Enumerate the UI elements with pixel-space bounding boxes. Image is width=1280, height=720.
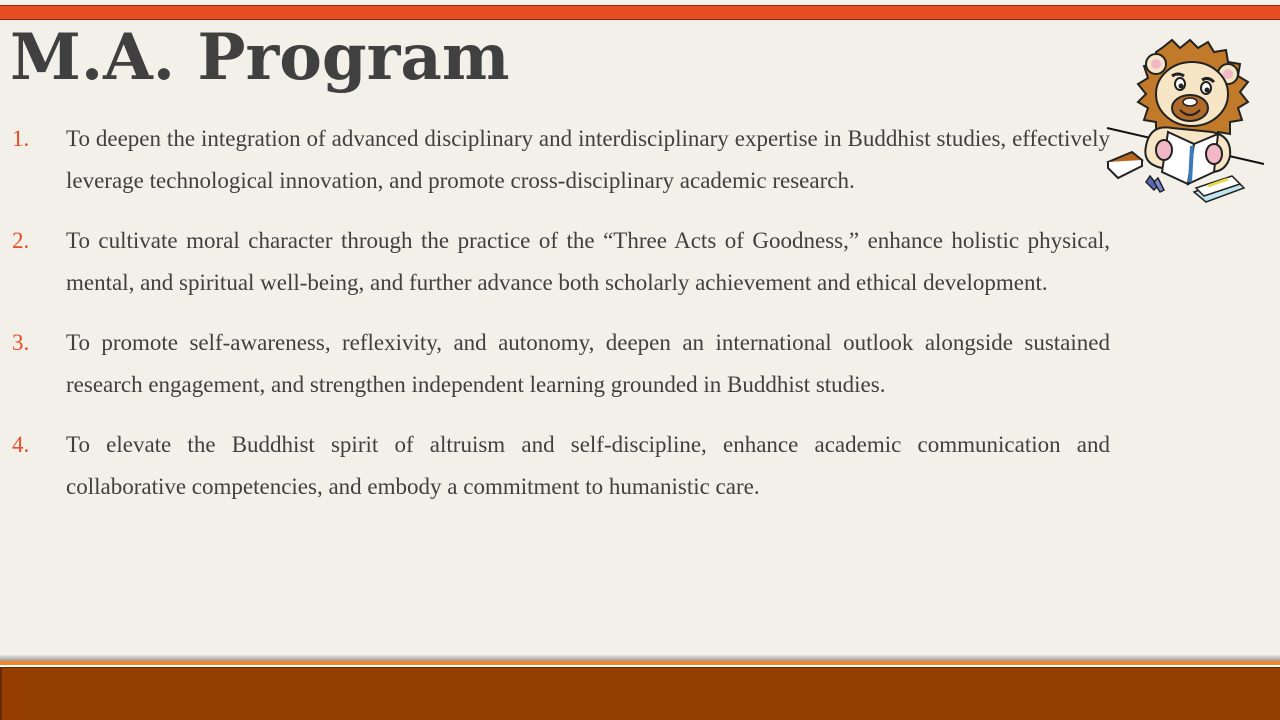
objective-number: 4. — [12, 432, 30, 457]
objective-item-2 — [12, 220, 1110, 303]
objectives-list — [12, 118, 1110, 526]
objective-text: To promote self-awareness, reflexivity, and autonomy, deepen an international outlook alongside sustained research engagement, and strengthen independent learning grounded in Buddhist studies. — [66, 330, 1110, 397]
slide-title: M.A. Program — [10, 20, 510, 95]
objective-text: To elevate the Buddhist spirit of altruism and self-discipline, enhance academic communication and collaborative competencies, and embody a commitment to humanistic care. — [66, 432, 1110, 499]
objective-item-4 — [12, 424, 1110, 507]
objective-number: 3. — [12, 330, 30, 355]
lion-mascot-reading-icon — [1102, 36, 1272, 206]
objective-text: To cultivate moral character through the practice of the “Three Acts of Goodness,” enhance holistic physical, mental, and spiritual well-being, and further advance both scholarly achievement and ethical development. — [66, 228, 1110, 295]
footer-bar — [0, 667, 1280, 720]
objective-number: 1. — [12, 126, 30, 151]
objective-text: To deepen the integration of advanced disciplinary and interdisciplinary expertise in Buddhist studies, effectively leverage technological innovation, and promote cross-disciplinary academic research. — [66, 126, 1110, 193]
objective-item-1 — [12, 118, 1110, 201]
objective-item-3 — [12, 322, 1110, 405]
objective-number: 2. — [12, 228, 30, 253]
